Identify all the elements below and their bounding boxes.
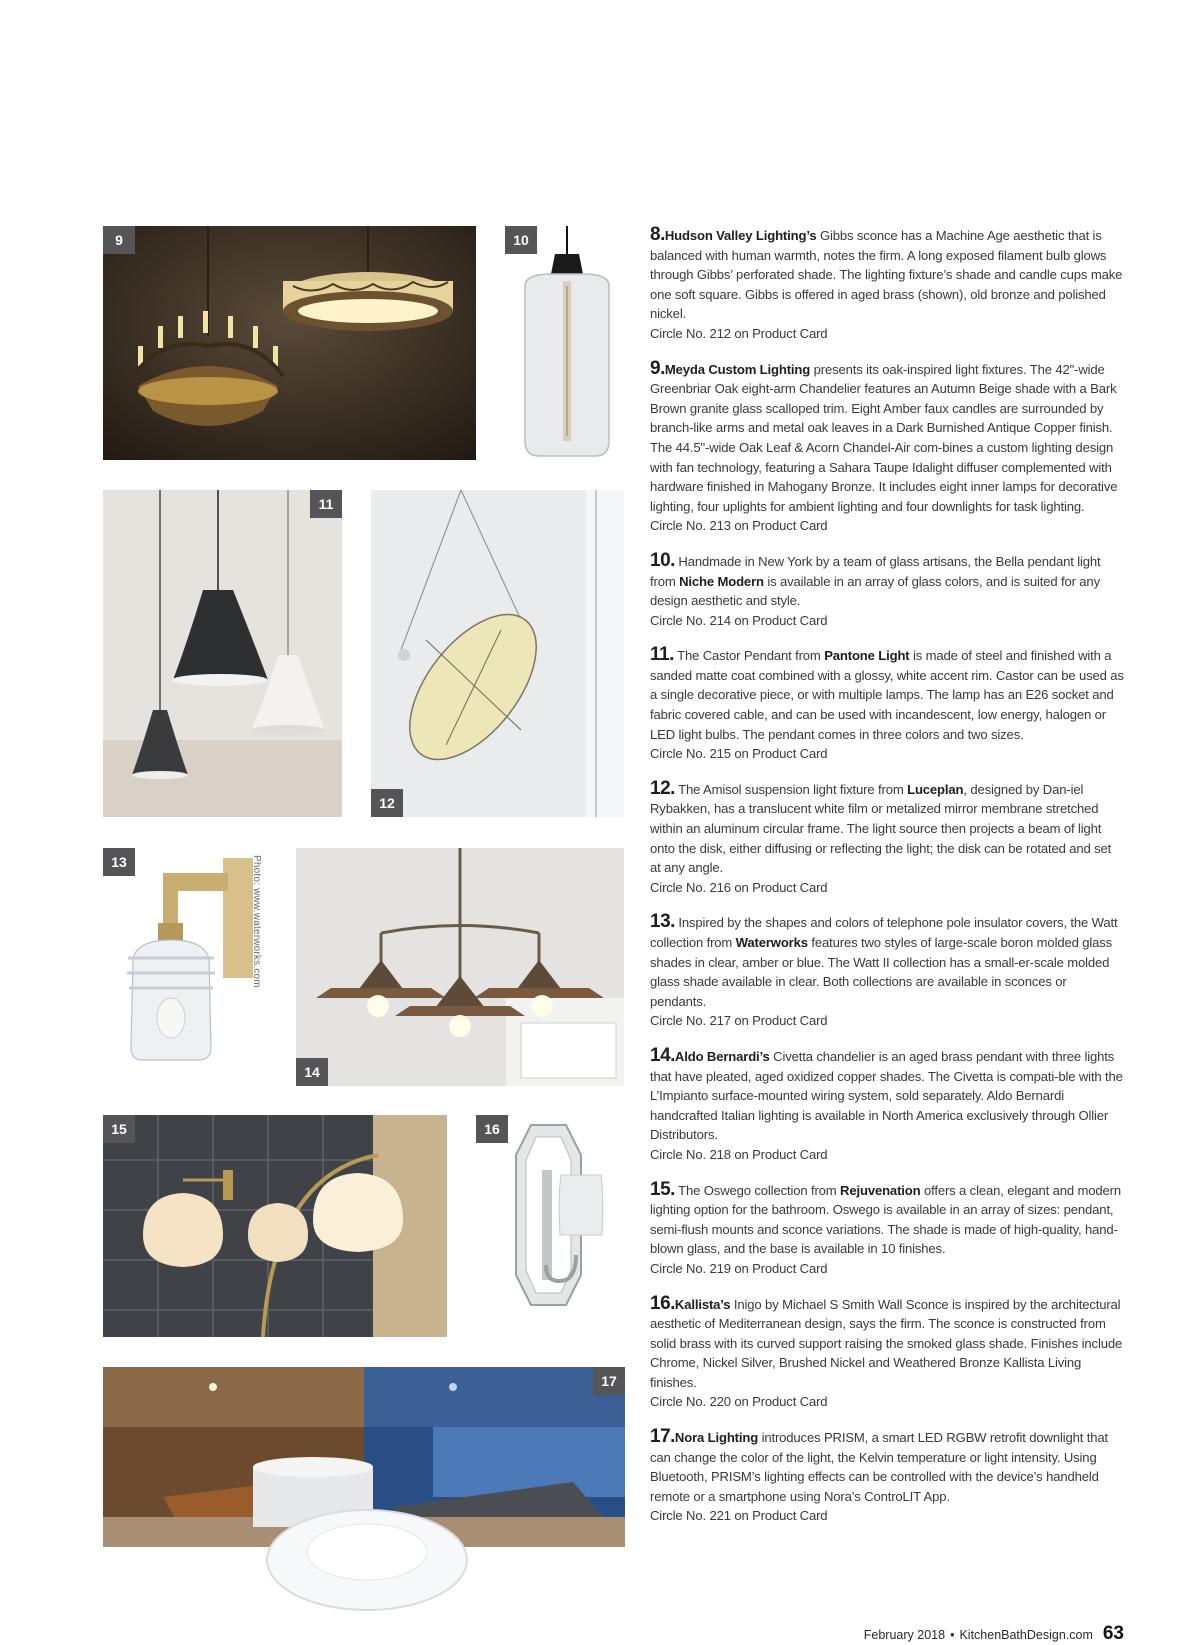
photo-three-light-chandelier	[296, 848, 624, 1086]
photo-number-badge: 9	[103, 226, 135, 254]
footer-separator: •	[950, 1628, 955, 1642]
circle-number: Circle No. 221 on Product Card	[650, 1508, 828, 1524]
product-entry-10: 10. Handmade in New York by a team of glass artisans, the Bella pendant light from Niche Modern is available in an array of glass colors, and is suited for any design aesthetic and style. Circle No. 214 on Product Card	[650, 551, 1125, 630]
circle-number: Circle No. 213 on Product Card	[650, 518, 828, 534]
product-descriptions	[650, 225, 1125, 1541]
photo-glass-sconce	[103, 848, 263, 1068]
product-entry-16: 16.Kallista’s Inigo by Michael S Smith Wall Sconce is inspired by the architectural aesthetic of Mediterranean design, says the firm. The sconce is constructed from solid brass with its curved support raising the smoked glass shade. Finishes include Chrome, Nickel Silver, Brushed Nickel and Weathered Bronze Kallista Living finishes. Circle No. 220 on Product Card	[650, 1294, 1125, 1413]
photo-number-badge: 12	[371, 789, 403, 817]
photo-bell-pendants	[103, 490, 342, 817]
circle-number: Circle No. 212 on Product Card	[650, 325, 828, 341]
circle-number: Circle No. 214 on Product Card	[650, 612, 828, 628]
product-entry-12: 12. The Amisol suspension light fixture from Luceplan, designed by Dan-iel Rybakken, has a translucent white film or metalized mirror membrane stretched within an aluminum circular frame. The light source then projects a beam of light onto the disk, either diffusing or reflecting the light; the disk can be rotated and set at any angle. Circle No. 216 on Product Card	[650, 779, 1125, 898]
product-entry-11: 11. The Castor Pendant from Pantone Light is made of steel and finished with a sanded matte coat combined with a glossy, white accent rim. Castor can be used as a single decorative piece, or with multiple lamps. The lamp has an E26 socket and fabric covered cable, and can be used with incandescent, low energy, halogen or LED light bulbs. The pendant comes in three colors and two sizes. Circle No. 215 on Product Card	[650, 645, 1125, 764]
product-entry-17: 17.Nora Lighting introduces PRISM, a smart LED RGBW retrofit downlight that can change the color of the light, the Kelvin temperature or light intensity. Using Bluetooth, PRISM’s lighting effects can be controlled with the device’s handheld remote or a smartphone using Nora’s ControLIT App. Circle No. 221 on Product Card	[650, 1427, 1125, 1526]
circle-number: Circle No. 216 on Product Card	[650, 879, 828, 895]
photo-number-badge: 14	[296, 1058, 328, 1086]
product-entry-14: 14.Aldo Bernardi’s Civetta chandelier is an aged brass pendant with three lights that have pleated, aged oxidized copper shades. The Civetta is compati-ble with the L’Impianto surface-mounted wiring system, sold separately. Aldo Bernardi handcrafted Italian lighting is available in North America exclusively through Ollier Distributors. Circle No. 218 on Product Card	[650, 1046, 1125, 1165]
circle-number: Circle No. 219 on Product Card	[650, 1260, 828, 1276]
product-entry-9: 9.Meyda Custom Lighting presents its oak-inspired light fixtures. The 42"-wide Greenbriar Oak eight-arm Chandelier features an Autumn Beige shade with a Bark Brown granite glass scalloped trim. Eight Amber faux candles are surrounded by branch-like arms and metal oak leaves in a Dark Burnished Antique Copper finish. The 44.5"-wide Oak Leaf & Acorn Chandel-Air com-bines a custom lighting design with fan technology, featuring a Sahara Taupe Idalight diffuser complemented with hardware finished in Mahogany Bronze. It includes eight inner lamps for decorative lighting, four uplights for ambient lighting and four downlights for task lighting. Circle No. 213 on Product Card	[650, 359, 1125, 536]
downlight-trim	[262, 1500, 472, 1620]
photo-credit: Photo: www.waterworks.com	[251, 855, 262, 988]
circle-number: Circle No. 218 on Product Card	[650, 1146, 828, 1162]
photo-disk-suspension	[371, 490, 624, 817]
photo-number-badge: 13	[103, 848, 135, 876]
photo-number-badge: 10	[505, 226, 537, 254]
photo-number-badge: 15	[103, 1115, 135, 1143]
photo-glass-pendant	[505, 226, 625, 460]
photo-chandeliers	[103, 226, 476, 460]
circle-number: Circle No. 215 on Product Card	[650, 746, 828, 762]
product-entry-15: 15. The Oswego collection from Rejuvenation offers a clean, elegant and modern lighting option for the bathroom. Oswego is available in an array of sizes: pendant, semi-flush mounts and sconce variations. The shade is made of high-quality, hand-blown glass, and the base is available in 10 finishes. Circle No. 219 on Product Card	[650, 1180, 1125, 1279]
page-number: 63	[1102, 1623, 1124, 1644]
photo-number-badge: 16	[476, 1115, 508, 1143]
photo-number-badge: 11	[310, 490, 342, 518]
product-entry-13: 13. Inspired by the shapes and colors of telephone pole insulator covers, the Watt collection from Waterworks features two styles of large-scale boron molded glass shades in clear, amber or blue. The Watt II collection has a small-er-scale molded glass shade available in clear. Both collections are available in sconces or pendants. Circle No. 217 on Product Card	[650, 912, 1125, 1031]
photo-bathroom-sconces	[103, 1115, 447, 1337]
issue-date: February 2018	[863, 1628, 946, 1642]
photo-number-badge: 17	[593, 1367, 625, 1395]
photo-wall-sconce	[476, 1115, 625, 1315]
website: KitchenBathDesign.com	[959, 1628, 1093, 1642]
page-footer	[864, 1623, 1124, 1645]
circle-number: Circle No. 217 on Product Card	[650, 1013, 828, 1029]
product-entry-8: 8.Hudson Valley Lighting’s Gibbs sconce has a Machine Age aesthetic that is balanced with human warmth, notes the firm. A long exposed filament bulb glows through Gibbs’ perforated shade. The lighting fixture’s shade and candle cups make one soft square. Gibbs is offered in aged brass (shown), old bronze and polished nickel. Circle No. 212 on Product Card	[650, 225, 1125, 344]
circle-number: Circle No. 220 on Product Card	[650, 1394, 828, 1410]
